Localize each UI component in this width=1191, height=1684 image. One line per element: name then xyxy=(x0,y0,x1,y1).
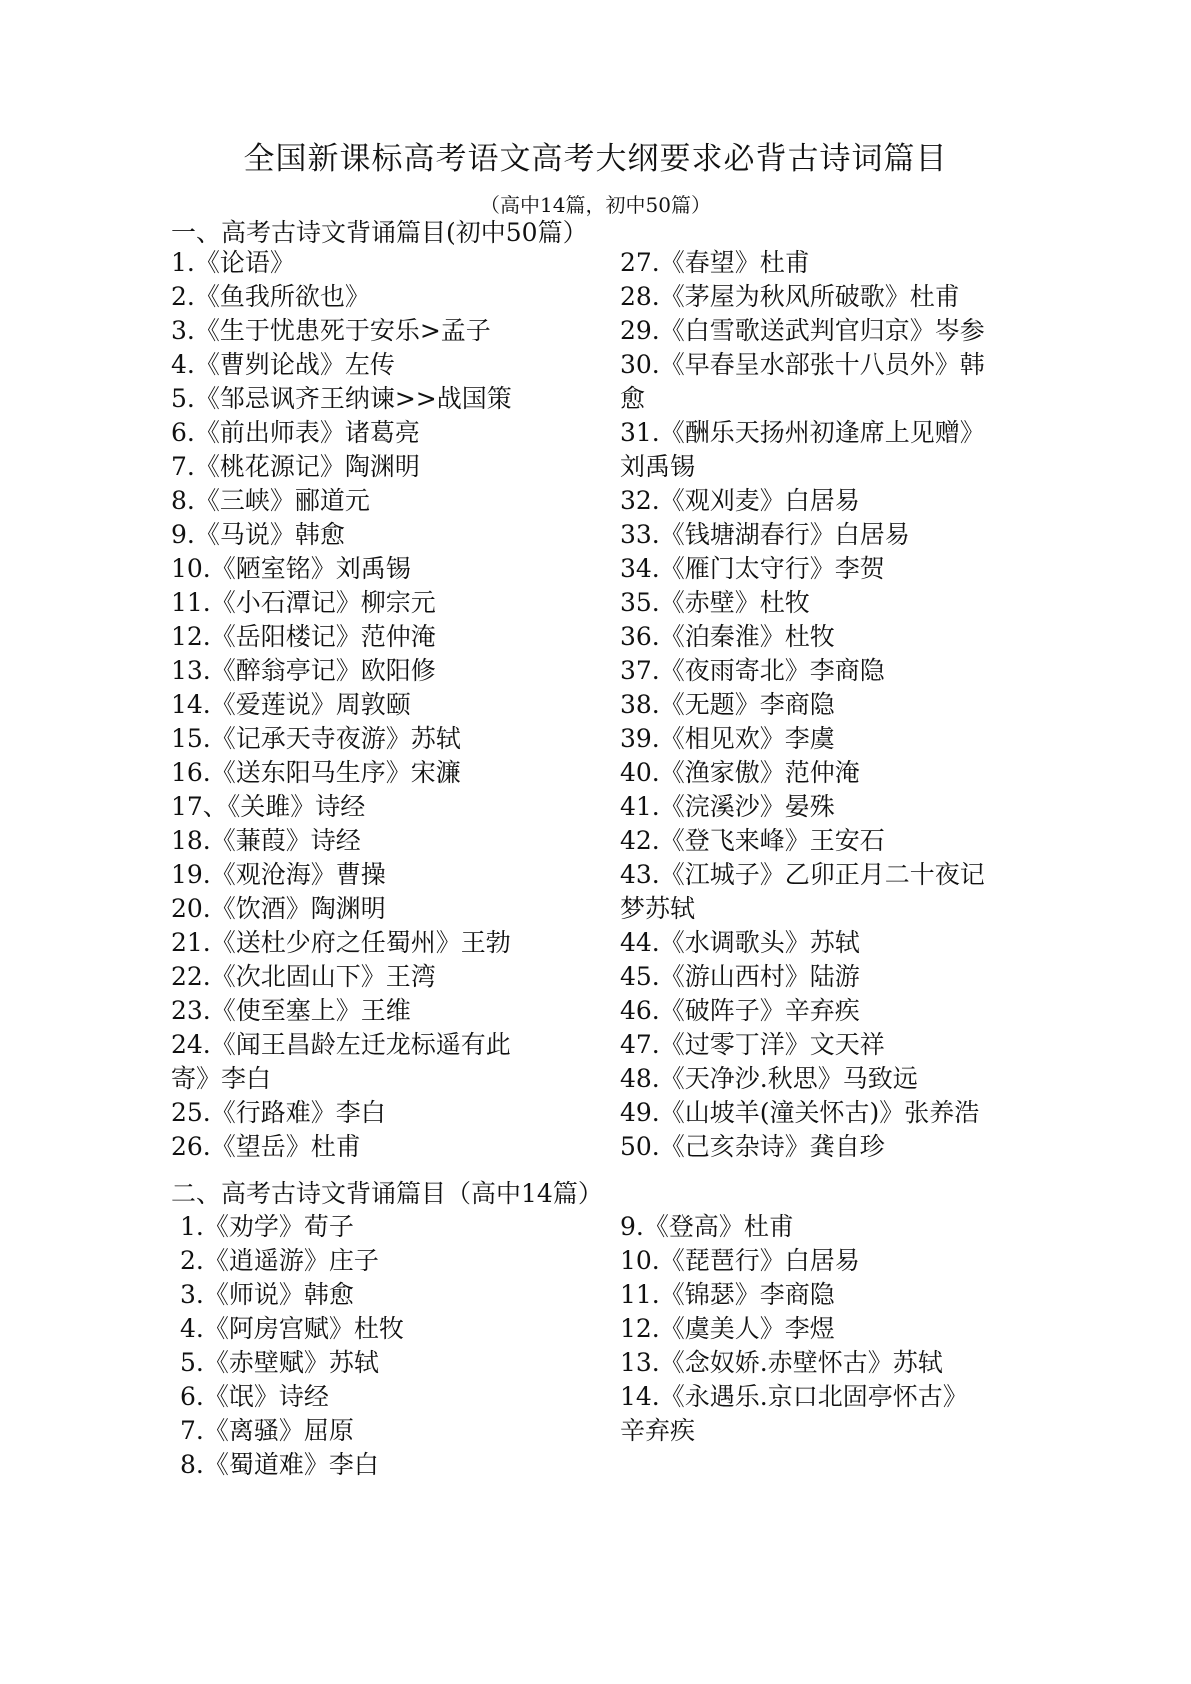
list-item: 辛弃疾 xyxy=(620,1416,696,1445)
section-heading-junior: 一、高考古诗文背诵篇目(初中50篇） xyxy=(171,218,588,247)
list-item: 10.《陋室铭》刘禹锡 xyxy=(171,554,411,583)
list-item: 15.《记承天寺夜游》苏轼 xyxy=(171,724,461,753)
list-item: 14.《爱莲说》周敦颐 xyxy=(171,690,411,719)
list-item: 26.《望岳》杜甫 xyxy=(171,1132,361,1161)
list-item: 18.《蒹葭》诗经 xyxy=(171,826,361,855)
senior-list-left xyxy=(180,1210,404,1482)
list-item: 35.《赤壁》杜牧 xyxy=(620,588,810,617)
list-item: 4.《阿房宫赋》杜牧 xyxy=(180,1314,404,1343)
list-item: 17、《关雎》诗经 xyxy=(171,792,366,821)
list-item: 14.《永遇乐.京口北固亭怀古》 xyxy=(620,1382,968,1411)
list-item: 40.《渔家傲》范仲淹 xyxy=(620,758,860,787)
list-item: 38.《无题》李商隐 xyxy=(620,690,835,719)
list-item: 8.《蜀道难》李白 xyxy=(180,1450,379,1479)
junior-list-right xyxy=(620,246,985,1164)
list-item: 4.《曹刿论战》左传 xyxy=(171,350,395,379)
list-item: 9.《马说》韩愈 xyxy=(171,520,345,549)
list-item: 27.《春望》杜甫 xyxy=(620,248,810,277)
list-item: 2.《逍遥游》庄子 xyxy=(180,1246,379,1275)
page-subtitle: （高中14篇，初中50篇） xyxy=(480,193,711,217)
list-item: 1.《论语》 xyxy=(171,248,295,277)
list-item: 44.《水调歌头》苏轼 xyxy=(620,928,860,957)
list-item: 3.《师说》韩愈 xyxy=(180,1280,354,1309)
list-item: 13.《念奴娇.赤壁怀古》苏轼 xyxy=(620,1348,943,1377)
junior-list-left xyxy=(171,246,512,1164)
list-item: 28.《茅屋为秋风所破歌》杜甫 xyxy=(620,282,960,311)
list-item: 梦苏轼 xyxy=(620,894,696,923)
list-item: 10.《琵琶行》白居易 xyxy=(620,1246,860,1275)
list-item: 50.《己亥杂诗》龚自珍 xyxy=(620,1132,885,1161)
senior-list-right xyxy=(620,1210,968,1448)
list-item: 寄》李白 xyxy=(171,1064,272,1093)
list-item: 22.《次北固山下》王湾 xyxy=(171,962,436,991)
list-item: 43.《江城子》乙卯正月二十夜记 xyxy=(620,860,985,889)
list-item: 41.《浣溪沙》晏殊 xyxy=(620,792,835,821)
list-item: 23.《使至塞上》王维 xyxy=(171,996,411,1025)
list-item: 11.《锦瑟》李商隐 xyxy=(620,1280,835,1309)
list-item: 25.《行路难》李白 xyxy=(171,1098,386,1127)
list-item: 5.《赤壁赋》苏轼 xyxy=(180,1348,379,1377)
list-item: 1.《劝学》荀子 xyxy=(180,1212,354,1241)
list-item: 21.《送杜少府之任蜀州》王勃 xyxy=(171,928,511,957)
list-item: 5.《邹忌讽齐王纳谏>>战国策 xyxy=(171,384,512,413)
list-item: 30.《早春呈水部张十八员外》韩 xyxy=(620,350,985,379)
list-item: 39.《相见欢》李虞 xyxy=(620,724,835,753)
list-item: 33.《钱塘湖春行》白居易 xyxy=(620,520,910,549)
list-item: 29.《白雪歌送武判官归京》岑参 xyxy=(620,316,985,345)
list-item: 2.《鱼我所欲也》 xyxy=(171,282,370,311)
list-item: 7.《离骚》屈原 xyxy=(180,1416,354,1445)
list-item: 7.《桃花源记》陶渊明 xyxy=(171,452,420,481)
list-item: 19.《观沧海》曹操 xyxy=(171,860,386,889)
list-item: 48.《天净沙.秋思》马致远 xyxy=(620,1064,918,1093)
list-item: 9.《登高》杜甫 xyxy=(620,1212,794,1241)
list-item: 24.《闻王昌龄左迁龙标遥有此 xyxy=(171,1030,511,1059)
list-item: 31.《酬乐天扬州初逢席上见赠》 xyxy=(620,418,985,447)
list-item: 45.《游山西村》陆游 xyxy=(620,962,860,991)
list-item: 46.《破阵子》辛弃疾 xyxy=(620,996,860,1025)
list-item: 刘禹锡 xyxy=(620,452,696,481)
list-item: 6.《前出师表》诸葛亮 xyxy=(171,418,420,447)
list-item: 47.《过零丁洋》文天祥 xyxy=(620,1030,885,1059)
list-item: 36.《泊秦淮》杜牧 xyxy=(620,622,835,651)
list-item: 34.《雁门太守行》李贺 xyxy=(620,554,885,583)
list-item: 11.《小石潭记》柳宗元 xyxy=(171,588,436,617)
list-item: 13.《醉翁亭记》欧阳修 xyxy=(171,656,436,685)
list-item: 6.《氓》诗经 xyxy=(180,1382,329,1411)
page-title: 全国新课标高考语文高考大纲要求必背古诗词篇目 xyxy=(243,141,948,177)
list-item: 12.《岳阳楼记》范仲淹 xyxy=(171,622,436,651)
list-item: 32.《观刈麦》白居易 xyxy=(620,486,860,515)
list-item: 愈 xyxy=(620,384,646,413)
list-item: 12.《虞美人》李煜 xyxy=(620,1314,835,1343)
list-item: 42.《登飞来峰》王安石 xyxy=(620,826,885,855)
list-item: 20.《饮酒》陶渊明 xyxy=(171,894,386,923)
list-item: 3.《生于忧患死于安乐>孟子 xyxy=(171,316,491,345)
list-item: 37.《夜雨寄北》李商隐 xyxy=(620,656,885,685)
list-item: 16.《送东阳马生序》宋濂 xyxy=(171,758,461,787)
list-item: 49.《山坡羊(潼关怀古)》张养浩 xyxy=(620,1098,980,1127)
list-item: 8.《三峡》郦道元 xyxy=(171,486,370,515)
section-heading-senior: 二、高考古诗文背诵篇目（高中14篇） xyxy=(171,1179,603,1208)
